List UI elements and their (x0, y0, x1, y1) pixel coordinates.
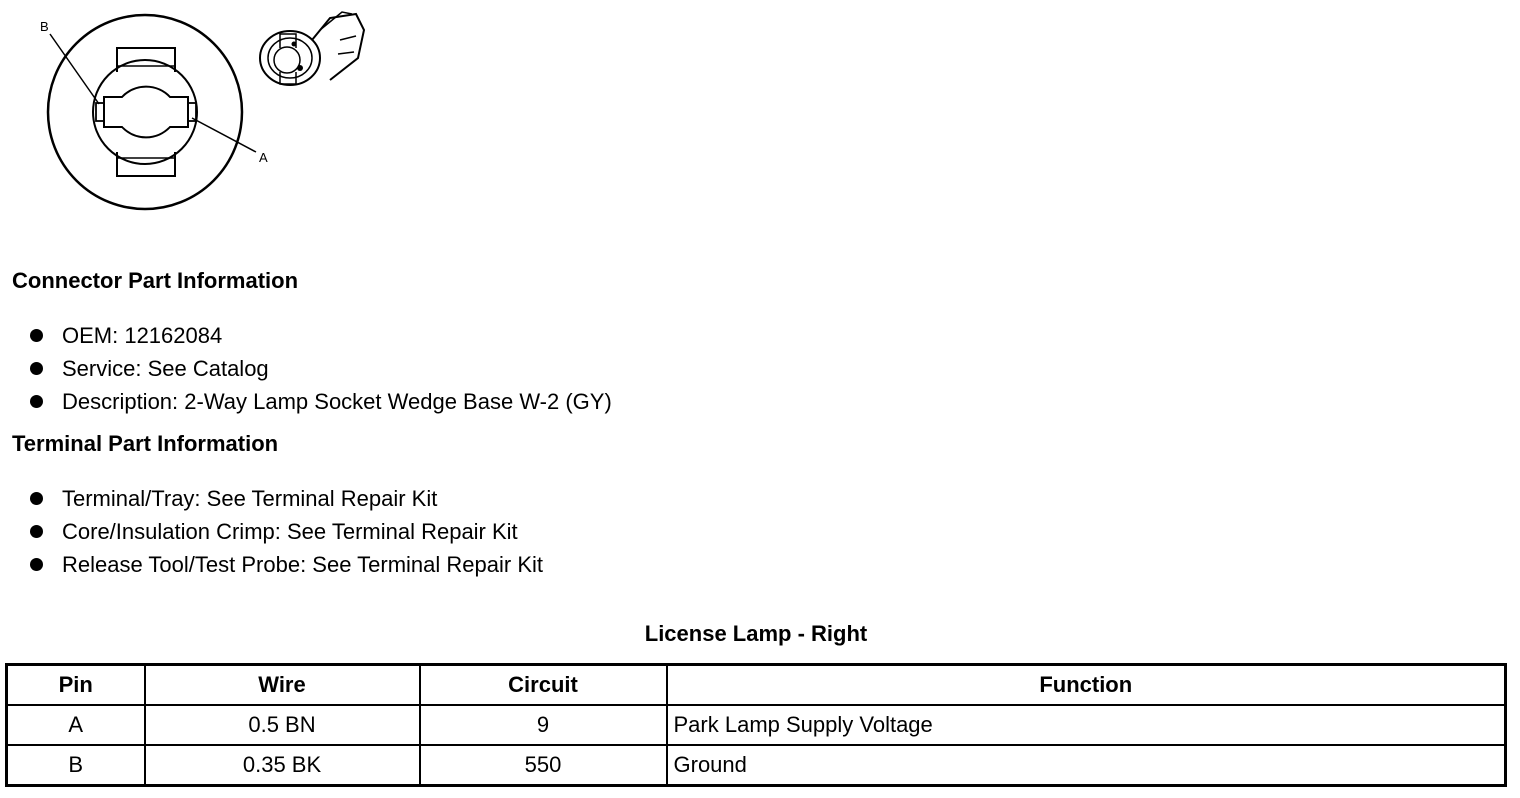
list-item (28, 385, 612, 418)
bullet-icon (30, 329, 43, 342)
header-function: Function (667, 665, 1506, 706)
terminal-part-list (28, 482, 543, 581)
pin-a-label: A (259, 150, 268, 165)
bullet-icon (30, 362, 43, 375)
table-title: License Lamp - Right (644, 621, 868, 646)
wedge-slot (104, 87, 188, 138)
bullet-icon (30, 492, 43, 505)
header-circuit: Circuit (420, 665, 667, 706)
leader-line-a (192, 118, 256, 152)
list-item (28, 482, 543, 515)
terminal-item-release-tool: Release Tool/Test Probe: See Terminal Repair Kit (62, 552, 543, 577)
list-item (28, 319, 612, 352)
table-row (7, 745, 1506, 786)
connector-part-heading: Connector Part Information (12, 268, 299, 293)
header-pin: Pin (7, 665, 145, 706)
list-item (28, 548, 543, 581)
connector-part-list (28, 319, 612, 418)
bullet-icon (30, 558, 43, 571)
bullet-icon (30, 395, 43, 408)
cell-pin: B (7, 745, 145, 786)
cell-wire: 0.35 BK (145, 745, 420, 786)
list-item (28, 352, 612, 385)
socket-3d-sketch (260, 12, 364, 85)
cell-pin: A (7, 705, 145, 745)
terminal-b (96, 103, 104, 121)
cell-circuit: 9 (420, 705, 667, 745)
cell-function: Park Lamp Supply Voltage (667, 705, 1506, 745)
connector-item-description: Description: 2-Way Lamp Socket Wedge Base W-2 (GY) (62, 389, 612, 414)
table-row (7, 705, 1506, 745)
bullet-icon (30, 525, 43, 538)
table-header-row (7, 665, 1506, 706)
terminal-part-heading: Terminal Part Information (12, 431, 279, 456)
cell-wire: 0.5 BN (145, 705, 420, 745)
cell-circuit: 550 (420, 745, 667, 786)
header-wire: Wire (145, 665, 420, 706)
terminal-item-crimp: Core/Insulation Crimp: See Terminal Repair Kit (62, 519, 518, 544)
pin-b-label: B (40, 19, 49, 34)
connector-diagram (0, 0, 400, 230)
terminal-item-tray: Terminal/Tray: See Terminal Repair Kit (62, 486, 438, 511)
list-item (28, 515, 543, 548)
connector-illustration (0, 0, 400, 230)
connector-item-oem: OEM: 12162084 (62, 323, 223, 348)
connector-item-service: Service: See Catalog (62, 356, 269, 381)
pinout-table (5, 663, 1507, 787)
cell-function: Ground (667, 745, 1506, 786)
